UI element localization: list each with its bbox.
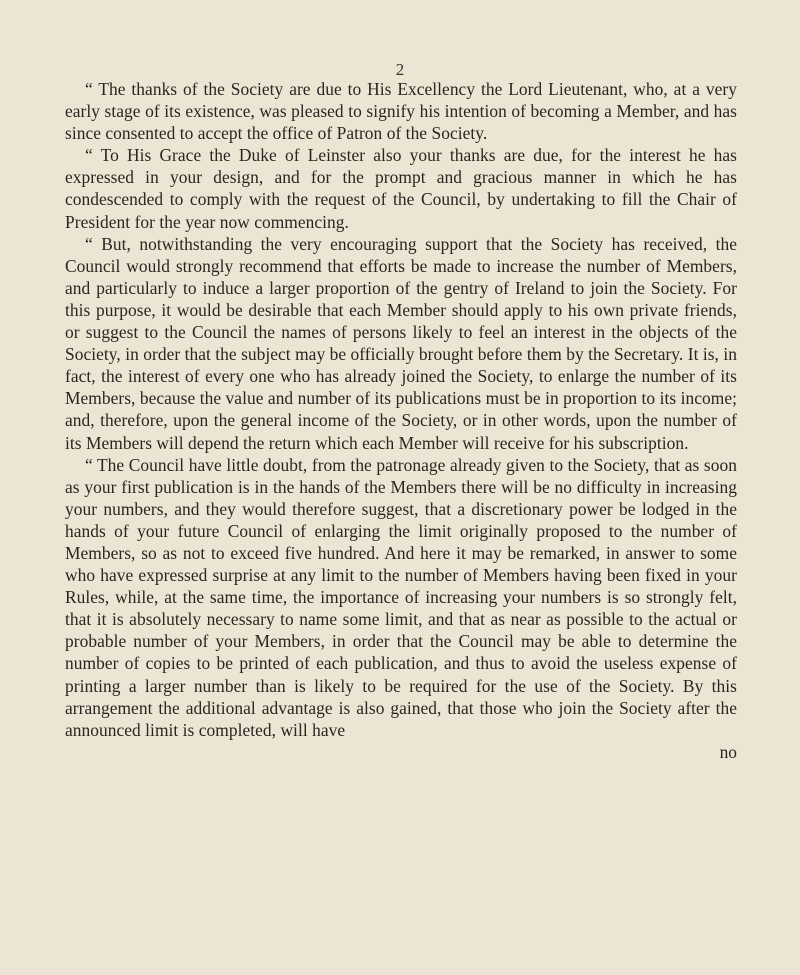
paragraph-patron: “ The thanks of the Society are due to His Excellency the Lord Lieutenant, who, at a very early stage of its existence, was pleased to signify his intention of becoming a Member, and has since consented to accept the office of Patron of the Society. [65, 79, 737, 144]
paragraph-limit: “ The Council have little doubt, from the patronage already given to the Society, that as soon as your first publication is in the hands of the Members there will be no difficulty in increasing your numbers, and they would therefore suggest, that a discretionary power be lodged in the hands of your future Council of enlarging the limit originally proposed to the number of Members, so as not to exceed five hundred. And here it may be remarked, in answer to some who have expressed surprise at any limit to the number of Members having been fixed in your Rules, while, at the same time, the importance of increasing your numbers is so strongly felt, that it is absolutely necessary to name some limit, and that as near as possible to the actual or probable number of your Members, in order that the Council may be able to determine the number of copies to be printed of each publication, and thus to avoid the useless expense of printing a larger number than is likely to be required for the use of the Society. By this arrangement the additional advantage is also gained, that those who join the Society after the announced limit is completed, will have [65, 454, 737, 740]
catchword: no [719, 741, 737, 762]
paragraph-president: “ To His Grace the Duke of Leinster also your thanks are due, for the interest he has expressed in your design, and for the prompt and gracious manner in which he has condescended to comply with the request of the Council, by undertaking to fill the Chair of President for the year now commencing. [65, 145, 737, 232]
body-text [65, 78, 737, 763]
page-number: 2 [395, 60, 405, 79]
paragraph-members: “ But, notwithstanding the very encouraging support that the Society has received, the Council would strongly recommend that efforts be made to increase the number of Members, and particularly to induce a larger proportion of the gentry of Ireland to join the Society. For this purpose, it would be desirable that each Member should apply to his own private friends, or suggest to the Council the names of persons likely to feel an interest in the objects of the Society, in order that the subject may be officially brought before them by the Secretary. It is, in fact, the interest of every one who has already joined the Society, to enlarge the number of its Members, because the value and number of its publications must be in proportion to its income; and, therefore, upon the general income of the Society, or in other words, upon the number of its Members will depend the return which each Member will receive for his subscription. [65, 233, 737, 453]
